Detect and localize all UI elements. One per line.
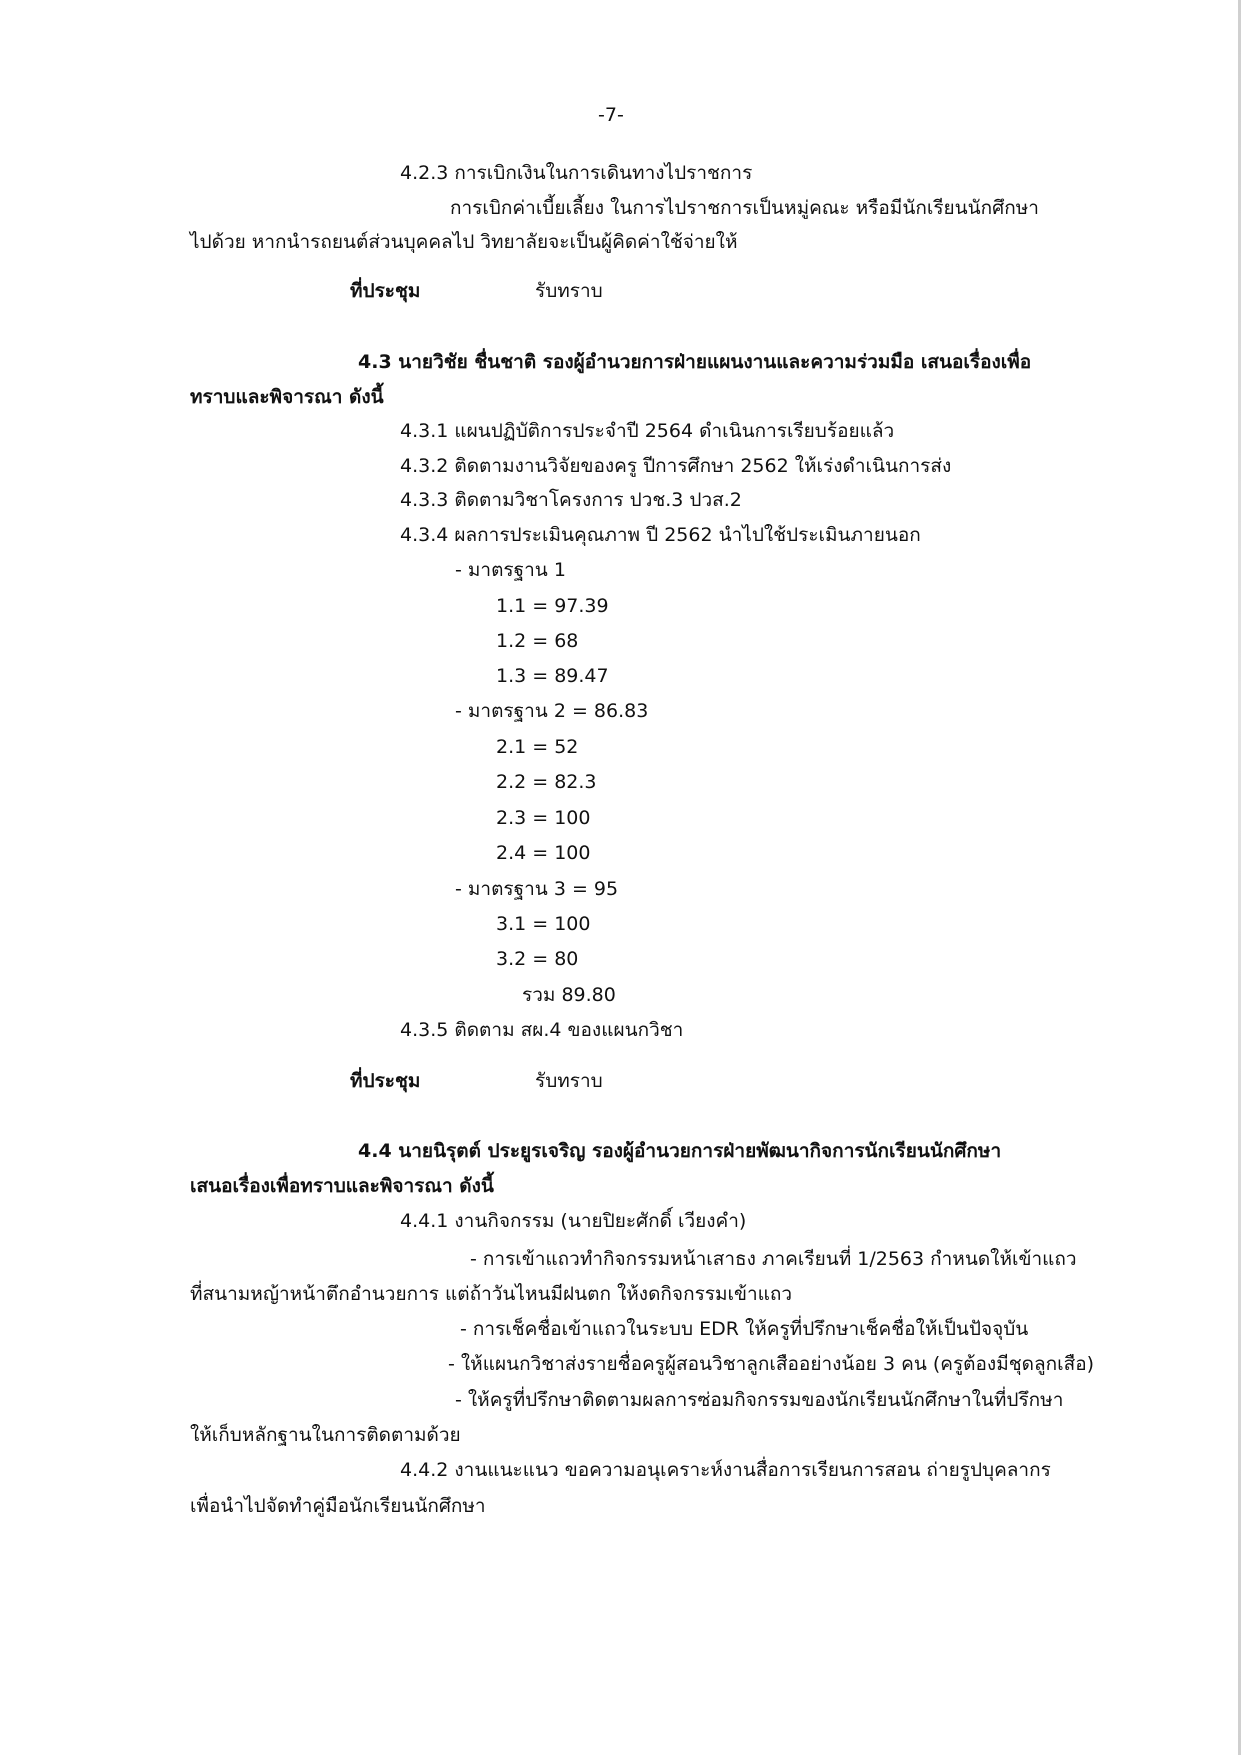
activity-bullet-4-line2: ให้เก็บหลักฐานในการติดตามด้วย — [190, 1424, 461, 1446]
standard-3-score: 3.2 = 80 — [496, 948, 579, 970]
section-43-item: 4.3.1 แผนปฏิบัติการประจำปี 2564 ดำเนินการเรียบร้อยแล้ว — [400, 420, 895, 442]
standard-3-label: - มาตรฐาน 3 = 95 — [455, 878, 619, 900]
activity-bullet-4-line1: - ให้ครูที่ปรึกษาติดตามผลการซ่อมกิจกรรมของนักเรียนนักศึกษาในที่ปรึกษา — [455, 1389, 1064, 1411]
section-44-title-line1: 4.4 นายนิรุตต์ ประยูรเจริญ รองผู้อำนวยการฝ่ายพัฒนากิจการนักเรียนนักศึกษา — [358, 1140, 1002, 1162]
section-441-item: 4.4.1 งานกิจกรรม (นายปิยะศักดิ์ เวียงคำ) — [400, 1210, 747, 1232]
section-423-paragraph-line2: ไปด้วย หากนำรถยนต์ส่วนบุคคลไป วิทยาลัยจะเป็นผู้คิดค่าใช้จ่ายให้ — [190, 231, 738, 253]
section-435-item: 4.3.5 ติดตาม สผ.4 ของแผนกวิชา — [400, 1019, 684, 1041]
section-43-title-line2: ทราบและพิจารณา ดังนี้ — [190, 386, 384, 408]
standard-2-score: 2.1 = 52 — [496, 736, 579, 758]
section-423-paragraph-line1: การเบิกค่าเบี้ยเลี้ยง ในการไปราชการเป็นหมู่คณะ หรือมีนักเรียนนักศึกษา — [450, 197, 1039, 219]
section-442-line2: เพื่อนำไปจัดทำคู่มือนักเรียนนักศึกษา — [190, 1495, 486, 1517]
section-43-title-line1: 4.3 นายวิชัย ชื่นชาติ รองผู้อำนวยการฝ่ายแผนงานและความร่วมมือ เสนอเรื่องเพื่อ — [358, 351, 1032, 373]
section-43-item: 4.3.3 ติดตามวิชาโครงการ ปวช.3 ปวส.2 — [400, 489, 742, 511]
standard-2-score: 2.2 = 82.3 — [496, 771, 597, 793]
activity-bullet-1-line1: - การเข้าแถวทำกิจกรรมหน้าเสาธง ภาคเรียนที่ 1/2563 กำหนดให้เข้าแถว — [470, 1248, 1077, 1270]
standard-1-score: 1.1 = 97.39 — [496, 595, 609, 617]
standard-2-label: - มาตรฐาน 2 = 86.83 — [455, 700, 649, 722]
activity-bullet-3: - ให้แผนกวิชาส่งรายชื่อครูผู้สอนวิชาลูกเสืออย่างน้อย 3 คน (ครูต้องมีชุดลูกเสือ) — [448, 1353, 1095, 1375]
section-44-title-line2: เสนอเรื่องเพื่อทราบและพิจารณา ดังนี้ — [190, 1175, 494, 1197]
page-number: -7- — [598, 104, 624, 126]
section-43-item: 4.3.2 ติดตามงานวิจัยของครู ปีการศึกษา 2562 ให้เร่งดำเนินการส่ง — [400, 455, 952, 477]
activity-bullet-2: - การเช็คชื่อเข้าแถวในระบบ EDR ให้ครูที่ปรึกษาเช็คชื่อให้เป็นปัจจุบัน — [460, 1318, 1029, 1340]
section-442-line1: 4.4.2 งานแนะแนว ขอความอนุเคราะห์งานสื่อการเรียนการสอน ถ่ายรูปบุคลากร — [400, 1459, 1051, 1481]
section-43-item: 4.3.4 ผลการประเมินคุณภาพ ปี 2562 นำไปใช้ประเมินภายนอก — [400, 524, 921, 546]
activity-bullet-1-line2: ที่สนามหญ้าหน้าตึกอำนวยการ แต่ถ้าวันไหนมีฝนตก ให้งดกิจกรรมเข้าแถว — [190, 1283, 793, 1305]
section-423-heading: 4.2.3 การเบิกเงินในการเดินทางไปราชการ — [400, 162, 753, 184]
meeting-label-2: ที่ประชุม — [350, 1070, 421, 1092]
standard-1-label: - มาตรฐาน 1 — [455, 559, 566, 581]
meeting-label-1: ที่ประชุม — [350, 280, 421, 302]
standard-1-score: 1.3 = 89.47 — [496, 665, 609, 687]
standard-3-score: 3.1 = 100 — [496, 913, 591, 935]
standard-1-score: 1.2 = 68 — [496, 630, 579, 652]
meeting-result-2: รับทราบ — [535, 1070, 603, 1092]
standard-2-score: 2.4 = 100 — [496, 842, 591, 864]
total-score: รวม 89.80 — [522, 984, 616, 1006]
standard-2-score: 2.3 = 100 — [496, 807, 591, 829]
meeting-result-1: รับทราบ — [535, 280, 603, 302]
